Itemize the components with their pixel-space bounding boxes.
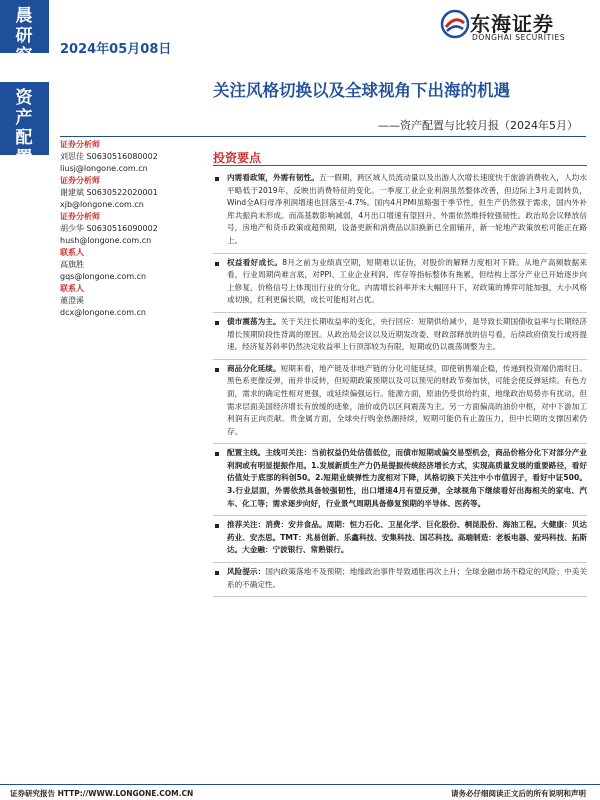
analyst-entry: [60, 283, 200, 319]
key-points: [213, 169, 587, 597]
key-point-lead: 商品分化延续。: [227, 363, 281, 373]
analyst-role: 联系人: [60, 284, 84, 293]
analyst-role: 联系人: [60, 248, 84, 257]
company-logo: [440, 6, 590, 46]
analyst-role: 证券分析师: [60, 176, 100, 185]
footer-disclaimer: 请务必仔细阅读正文后的所有说明和声明: [451, 789, 586, 798]
key-point-text: 消费：安井食品。周期：恒力石化、卫星化学、巨化股份、桐昆股份、海油工程。大健康：贝达药业、安杰思。TMT：兆易创新、乐鑫科技、安集科技、国芯科技。高端制造：老板电器、爱玛科技、拓斯达。大金融：宁波银行、常熟银行。: [227, 520, 588, 555]
analyst-role: 证券分析师: [60, 140, 100, 149]
analyst-email: xjb@longone.com.cn: [60, 200, 144, 209]
analyst-name: 谢建斌 S0630522020001: [60, 188, 158, 197]
title-divider: [60, 136, 586, 137]
logo-mark-icon: [440, 9, 470, 39]
key-point: [213, 360, 587, 445]
key-point: [213, 444, 587, 516]
analyst-entry: [60, 247, 200, 283]
key-point: [213, 169, 587, 254]
key-point-lead: 风险提示：: [227, 567, 266, 577]
key-point-text: 短期来看，地产链及非地产链的分化可能延续，即使销售端企稳，传递到投资端仍需时日。黑色系更像反弹，而并非反转，但短期政策预期以及可以预见的财政节奏加快，可能会使反弹延续。有色方面，需求的确定性相对更强，或延续偏强运行。能源方面，原油仍受供给约束，地缘政治局势亦有扰动，但需求层面美国经济增长有放缓的迹象，油价或仍以区间震荡为主。另一方面偏高的油价中枢，对中下游加工利润有正向贡献。贵金属方面，全球央行购金热潮持续，短期可能仍有止盈压力，但中长期的支撑因素仍存。: [227, 363, 588, 436]
side-label: 晨研究: [15, 6, 34, 66]
analyst-entry: [60, 139, 200, 175]
key-point-text: 8月之前为业绩真空期，短期难以证伪，对股价的解释力度相对下降。从地产高频数据来看，行业周期尚难言底，对PPI、工业企业利润、库存等指标整体有拖累，但结构上部分产业已开始逐步向上修复，价格信号上体现出行业的分化。内需增长斜率并未大幅回升下，对政策的博弈可能加强，大小风格或切换，红利更偏长期，成长可能相对占优。: [227, 257, 587, 305]
key-point-lead: 推荐关注：: [227, 520, 266, 530]
key-point: [213, 563, 587, 597]
analyst-entry: [60, 175, 200, 211]
analyst-entry: [60, 211, 200, 247]
key-point-text: 五一假期，跨区域人员流动量以及出游人次增长速度快于旅游消费收入，人均水平略低于2019年，反映出消费特征的变化。一季度工业企业利润虽然整体改善，但边际上3月走弱转负，Wind全A归母净利润增速也回落至-4.7%。国内4月PMI虽略强于季节性，但生产仍然强于需求，国内外补库共振尚未形成。而高基数影响减弱，4月出口增速有望回升，外需依然维持较强韧性。政治局会议释放信号，房地产和货币政策或超预期，设备更新和消费品以旧换新已全面铺开，新一轮地产政策放松可能正在路上。: [227, 173, 588, 245]
key-point-lead: 配置主线。: [227, 448, 266, 458]
key-point-text: 关于关注长期收益率的变化，央行回应：短期供给减少，是导致长期国债收益率与长期经济增长预期阶段性背离的原因。从政治局会议以及近期发改委、财政部释放的信号看，后续政府债发行或将提速。经济复苏斜率仍然决定收益率上行顶部较为有限，短期或仍以震荡调整为主。: [227, 316, 588, 352]
section-divider: [213, 165, 587, 166]
report-subtitle: ——资产配置与比较月报（2024年5月）: [378, 119, 578, 132]
analyst-email: liusj@longone.com.cn: [60, 164, 148, 173]
section-title: 投资要点: [213, 151, 262, 165]
category-label: 资产配置: [15, 88, 34, 168]
analyst-email: hush@longone.com.cn: [60, 236, 152, 245]
key-point: [213, 516, 587, 563]
analyst-role: 证券分析师: [60, 212, 100, 221]
key-point-lead: 内需看政策，外需有韧性。: [227, 173, 319, 182]
logo-text-en: DONGHAI SECURITIES: [472, 33, 566, 42]
key-point-lead: 权益看好成长。: [227, 257, 283, 267]
analyst-email: dcx@longone.com.cn: [60, 308, 147, 317]
report-title: 关注风格切换以及全球视角下出海的机遇: [213, 81, 510, 100]
key-point: [213, 254, 587, 313]
logo-text-cn: 东海证券: [470, 12, 554, 36]
key-point-text: 主线可关注：当前权益仍处估值低位，而债市短期或偏交易型机会，商品价格分化下对部分产业利润或有明显提振作用。1.发展新质生产力仍是提振传统经济增长方式，实现高质量发展的重要路径，看好估值处于底部的科创50。2.短期业绩弹性力度相对下降，风格切换下关注中小市值因子，看好中证500。3.行业层面，外需依然具备较强韧性，出口增速4月有望反弹，全球视角下继续看好出海相关的家电、汽车、化工等；需求逐步向好，行业景气周期具备修复预期的半导体、医药等。: [227, 448, 588, 508]
key-point-lead: 债市震荡为主。: [227, 316, 281, 326]
key-point-text: 国内政策落地不及预期；地缘政治事件导致通胀再次上升；全球金融市场不稳定的风险；中美关系的不确定性。: [227, 567, 588, 589]
analyst-name: 高旗胜: [60, 260, 84, 269]
analyst-name: 刘思佳 S0630516080002: [60, 152, 158, 161]
footer-divider: [0, 784, 600, 785]
analyst-list: [60, 139, 200, 319]
analyst-name: 董澄溪: [60, 296, 84, 305]
analyst-name: 胡少华 S0630516090002: [60, 224, 158, 233]
key-point: [213, 313, 587, 360]
report-date: 2024年05月08日: [60, 42, 172, 57]
footer-url: 证券研究报告 HTTP://WWW.LONGONE.COM.CN: [10, 789, 194, 798]
analyst-email: gqs@longone.com.cn: [60, 272, 147, 281]
